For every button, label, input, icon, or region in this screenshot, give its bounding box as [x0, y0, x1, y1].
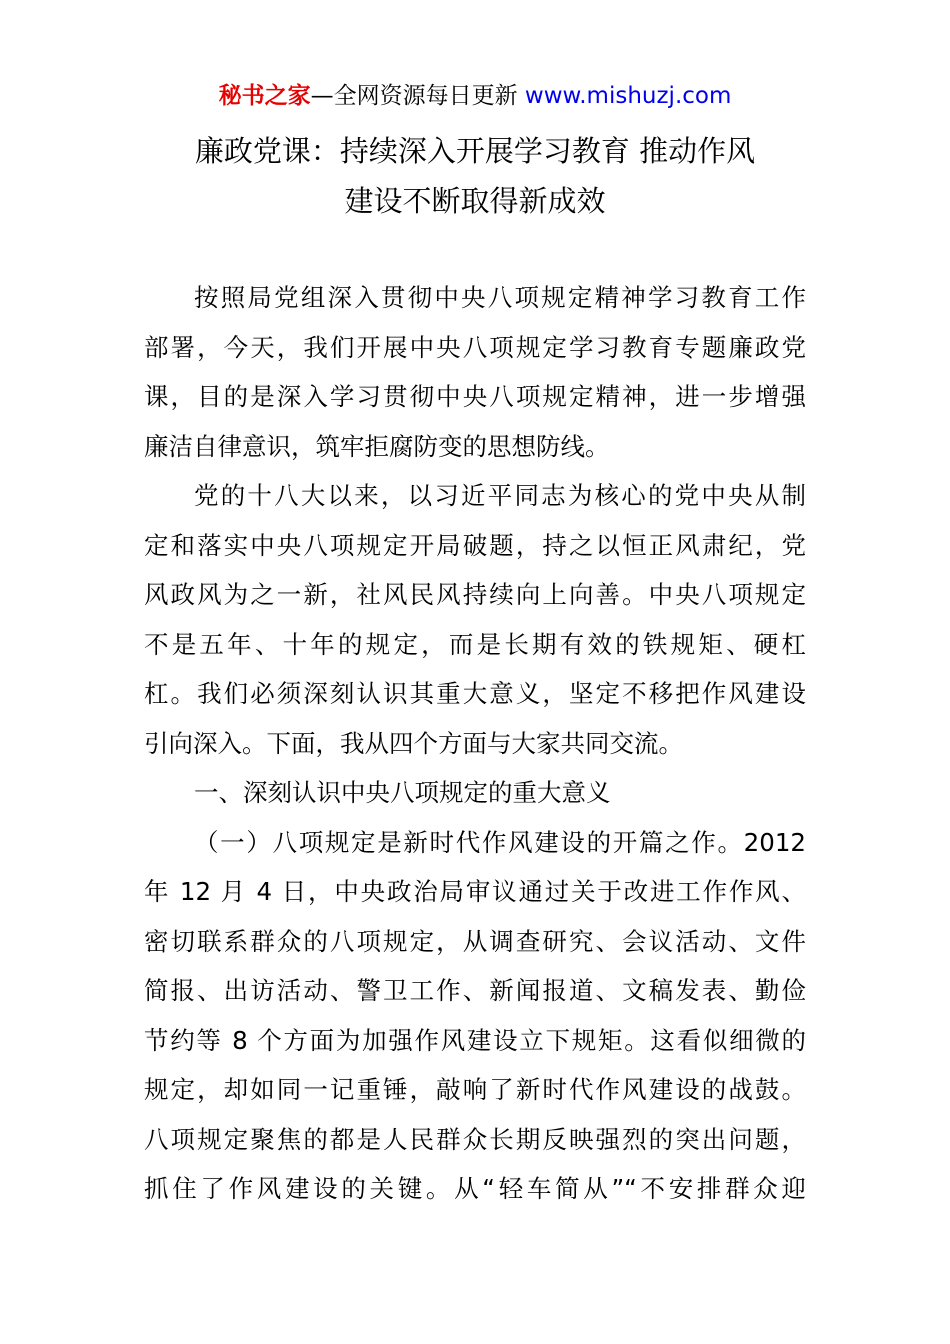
body-line: 定和落实中央八项规定开局破题，持之以恒正风肃纪，党	[144, 530, 806, 560]
body-line: 八项规定聚焦的都是人民群众长期反映强烈的突出问题，	[144, 1124, 806, 1154]
document-body	[144, 273, 806, 1214]
body-line: 简报、出访活动、警卫工作、新闻报道、文稿发表、勤俭	[144, 976, 806, 1005]
body-line: 廉洁自律意识，筑牢拒腐防变的思想防线。	[144, 431, 610, 461]
body-line: 密切联系群众的八项规定，从调查研究、会议活动、文件	[144, 926, 806, 956]
site-brand: 秘书之家	[218, 83, 311, 109]
body-line: 规定，却如同一记重锤，敲响了新时代作风建设的战鼓。	[144, 1075, 806, 1104]
body-line: 杠。我们必须深刻认识其重大意义，坚定不移把作风建设	[144, 679, 806, 708]
body-line: 节约等 8 个方面为加强作风建设立下规矩。这看似细微的	[144, 1025, 806, 1055]
body-line: 部署，今天，我们开展中央八项规定学习教育专题廉政党	[144, 332, 806, 362]
body-line: 不是五年、十年的规定，而是长期有效的铁规矩、硬杠	[144, 629, 806, 659]
site-tagline: —全网资源每日更新	[310, 83, 525, 109]
body-line: 党的十八大以来，以习近平同志为核心的党中央从制	[194, 481, 806, 510]
body-line: 按照局党组深入贯彻中央八项规定精神学习教育工作	[194, 283, 806, 312]
body-line: 风政风为之一新，社风民风持续向上向善。中央八项规定	[144, 580, 806, 609]
body-line: （一）八项规定是新时代作风建设的开篇之作。2012	[194, 827, 806, 857]
section-heading: 一、深刻认识中央八项规定的重大意义	[194, 778, 611, 807]
site-header	[0, 80, 950, 112]
body-line: 抓住了作风建设的关键。从“轻车简从”“不安排群众迎	[144, 1174, 806, 1203]
site-url-link[interactable]: www.mishuzj.com	[524, 83, 732, 109]
title-line: 建设不断取得新成效	[344, 184, 606, 218]
title-line: 廉政党课：持续深入开展学习教育 推动作风	[194, 134, 756, 168]
body-line: 引向深入。下面，我从四个方面与大家共同交流。	[144, 728, 683, 758]
document-title	[0, 126, 950, 226]
body-line: 课，目的是深入学习贯彻中央八项规定精神，进一步增强	[144, 382, 806, 411]
body-line: 年 12 月 4 日，中央政治局审议通过关于改进工作作风、	[144, 877, 806, 906]
